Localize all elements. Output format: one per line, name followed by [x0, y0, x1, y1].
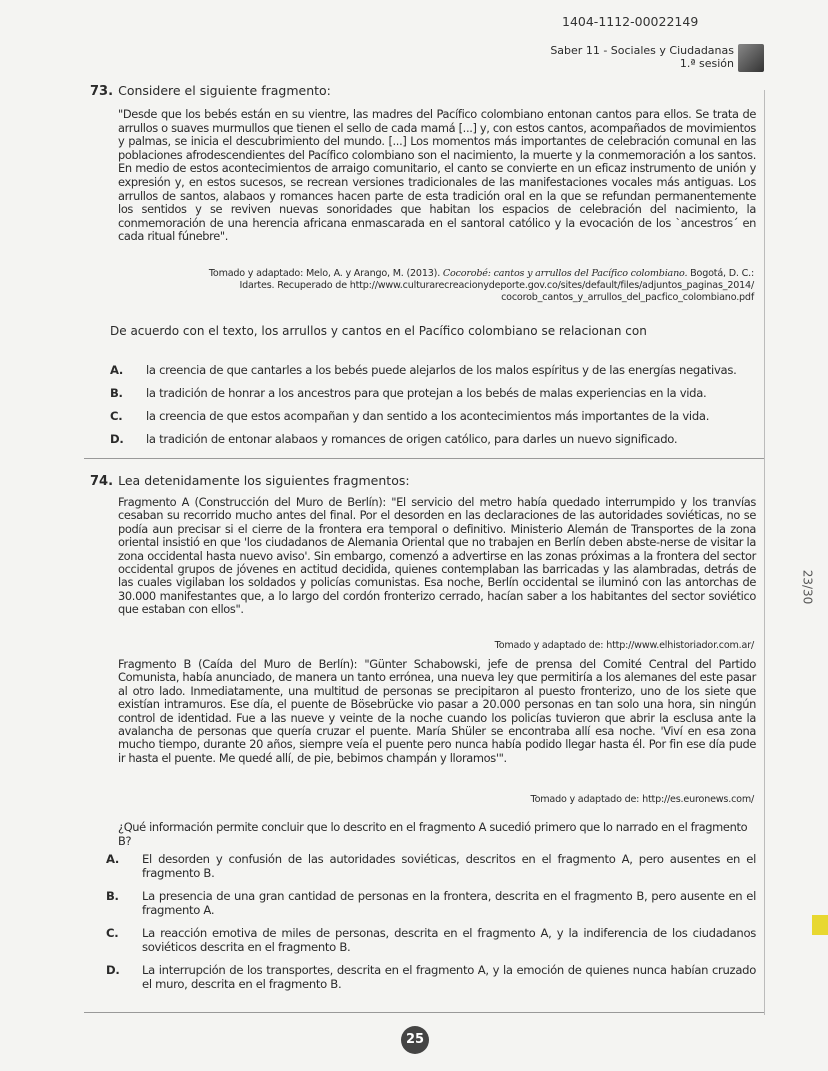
option-letter: C. — [110, 409, 123, 423]
option-text: La presencia de una gran cantidad de personas en la frontera, descrita en el fragmento B, pero ausente en el fragmento A. — [142, 889, 756, 917]
option-d[interactable] — [106, 964, 756, 991]
option-text: la creencia de que cantarles a los bebés puede alejarlos de los malos espíritus y de las energías negativas. — [146, 363, 737, 377]
option-letter: B. — [110, 386, 123, 400]
option-text: La reacción emotiva de miles de personas, descrita en el fragmento A, y la indiferencia de los ciudadanos soviéticos descrita en el fragmento B. — [142, 926, 756, 954]
sticky-tab — [812, 915, 828, 935]
question-title: Considere el siguiente fragmento: — [118, 83, 331, 98]
question-divider — [84, 458, 764, 459]
option-b[interactable] — [110, 387, 758, 401]
question-number: 73. — [90, 84, 114, 99]
option-d[interactable] — [110, 433, 758, 447]
source-suffix: Bogotá, D. C.: Idartes. Recuperado de http://www.culturarecreacionydeporte.gov.co/sites/default/files/adjuntos_paginas_2014/ cocorob_cantos_y_arrullos_del_pacfico_colombiano.pdf — [239, 268, 754, 303]
question-number: 74. — [90, 474, 114, 489]
question-74-heading — [90, 470, 410, 489]
option-c[interactable] — [106, 927, 756, 954]
margin-rule — [764, 90, 765, 1015]
document-code: 1404-1112-00022149 — [562, 14, 699, 29]
question-73-heading — [90, 80, 331, 99]
side-page-counter: 23/30 — [800, 569, 815, 605]
page-number: 25 — [401, 1026, 429, 1054]
option-letter: C. — [106, 926, 119, 940]
option-letter: B. — [106, 889, 119, 903]
question-title: Lea detenidamente los siguientes fragmentos: — [118, 473, 410, 488]
fragment-a: Fragmento A (Construcción del Muro de Berlín): "El servicio del metro había quedado interrumpido y los tranvías cesaban su recorrido mucho antes del final. Por el desorden en las declaraciones de las autoridades soviéticas, no se podía aun precisar si el cierre de la frontera era temporal o definitivo. Ministerio Alemán de Transportes de la zona oriental insistió en que 'los ciudadanos de Alemania Oriental que no trabajen en Berlín deben abste-nerse de visitar la zona occidental hasta nuevo aviso'. Sin embargo, comenzó a advertirse en las zonas próximas a la frontera del sector occidental grupos de jóvenes en actitud decidida, quienes contemplaban las barricadas y las alambradas, detrás de las cuales vigilaban los soldados y policías comunistas. Esa noche, Berlín occidental se iluminó con las antorchas de 30.000 manifestantes que, a lo largo del cordón fronterizo cerrado, hacían saber a los habitantes del sector soviético que estaban con ellos". — [118, 495, 756, 617]
option-a[interactable] — [106, 853, 756, 880]
source-title: Cocorobé: cantos y arrullos del Pacífico colombiano. — [442, 268, 688, 279]
q73-stem: De acuerdo con el texto, los arrullos y cantos en el Pacífico colombiano se relacionan con — [110, 324, 647, 338]
option-letter: A. — [106, 852, 119, 866]
option-text: la tradición de entonar alabaos y romances de origen católico, para darles un nuevo significado. — [146, 432, 678, 446]
q73-source — [200, 268, 754, 304]
option-text: la creencia de que estos acompañan y dan sentido a los acontecimientos más importantes de la vida. — [146, 409, 710, 423]
q73-options — [110, 364, 758, 447]
fragment-b-source: Tomado y adaptado de: http://es.euronews.com/ — [530, 794, 754, 805]
source-prefix: Tomado y adaptado: Melo, A. y Arango, M. (2013). — [208, 268, 443, 279]
exam-title: Saber 11 - Sociales y Ciudadanas — [550, 44, 734, 57]
option-c[interactable] — [110, 410, 758, 424]
option-text: El desorden y confusión de las autoridades soviéticas, descritos en el fragmento A, pero ausentes en el fragmento B. — [142, 852, 756, 880]
q74-options — [106, 853, 756, 991]
q73-passage: "Desde que los bebés están en su vientre, las madres del Pacífico colombiano entonan cantos para ellos. Se trata de arrullos o suaves murmullos que tienen el sello de cada mamá [...] y, con estos cantos, acompañados de movimientos y palmas, se inicia el descubrimiento del mundo. [...] Los momentos más importantes de celebración comunal en las poblaciones afrodescendientes del Pacífico colombiano son el nacimiento, la muerte y la conmemoración a los santos. En medio de estos acontecimientos de arraigo comunitario, el canto se convierte en un eficaz instrumento de unión y expresión y, en estos sucesos, se recrean versiones tradicionales de las manifestaciones vocales más antiguas. Los arrullos de santos, alabaos y romances hacen parte de esta tradición oral en la que se refundan permanentemente los sentidos y se reviven nuevas sonoridades que habitan los espacios de celebración del nacimiento, la conmemoración de una herencia africana enmascarada en el santoral católico y la evocación de los `ancestros´ en cada ritual fúnebre". — [118, 107, 756, 244]
exam-logo-icon — [738, 44, 764, 72]
option-text: la tradición de honrar a los ancestros para que protejan a los bebés de malas experiencias en la vida. — [146, 386, 707, 400]
option-letter: D. — [110, 432, 124, 446]
fragment-b: Fragmento B (Caída del Muro de Berlín): "Günter Schabowski, jefe de prensa del Comité Central del Partido Comunista, había anunciado, de manera un tanto errónea, una nueva ley que permitiría a los alemanes del este pasar al otro lado. Inmediatamente, una multitud de personas se precipitaron al puesto fronterizo, uno de los siete que existían intramuros. Ese día, el puente de Bösebrücke vio pasar a 20.000 personas en tan solo una hora, sin ningún control de identidad. Fue a las nueve y veinte de la noche cuando los policías tuvieron que abrir la esclusa ante la avalancha de personas que quería cruzar el puente. María Shüler se encontraba allí esa noche. 'Viví en esa zona mucho tiempo, durante 20 años, siempre veía el puente pero nunca había podido llegar hasta él. Por fin ese día pude ir hasta el puente. Me quedé allí, de pie, bebimos champán y lloramos'". — [118, 657, 756, 765]
option-letter: D. — [106, 963, 120, 977]
exam-header — [550, 44, 734, 70]
q74-stem: ¿Qué información permite concluir que lo descrito en el fragmento A sucedió primero que lo narrado en el fragmento B? — [118, 820, 748, 848]
option-b[interactable] — [106, 890, 756, 917]
page-bottom-rule — [84, 1012, 764, 1013]
fragment-a-source: Tomado y adaptado de: http://www.elhistoriador.com.ar/ — [494, 640, 754, 651]
option-text: La interrupción de los transportes, descrita en el fragmento A, y la emoción de quienes nunca habían cruzado el muro, descrita en el fragmento B. — [142, 963, 756, 991]
session-label: 1.ª sesión — [679, 57, 734, 70]
option-letter: A. — [110, 363, 123, 377]
option-a[interactable] — [110, 364, 758, 378]
